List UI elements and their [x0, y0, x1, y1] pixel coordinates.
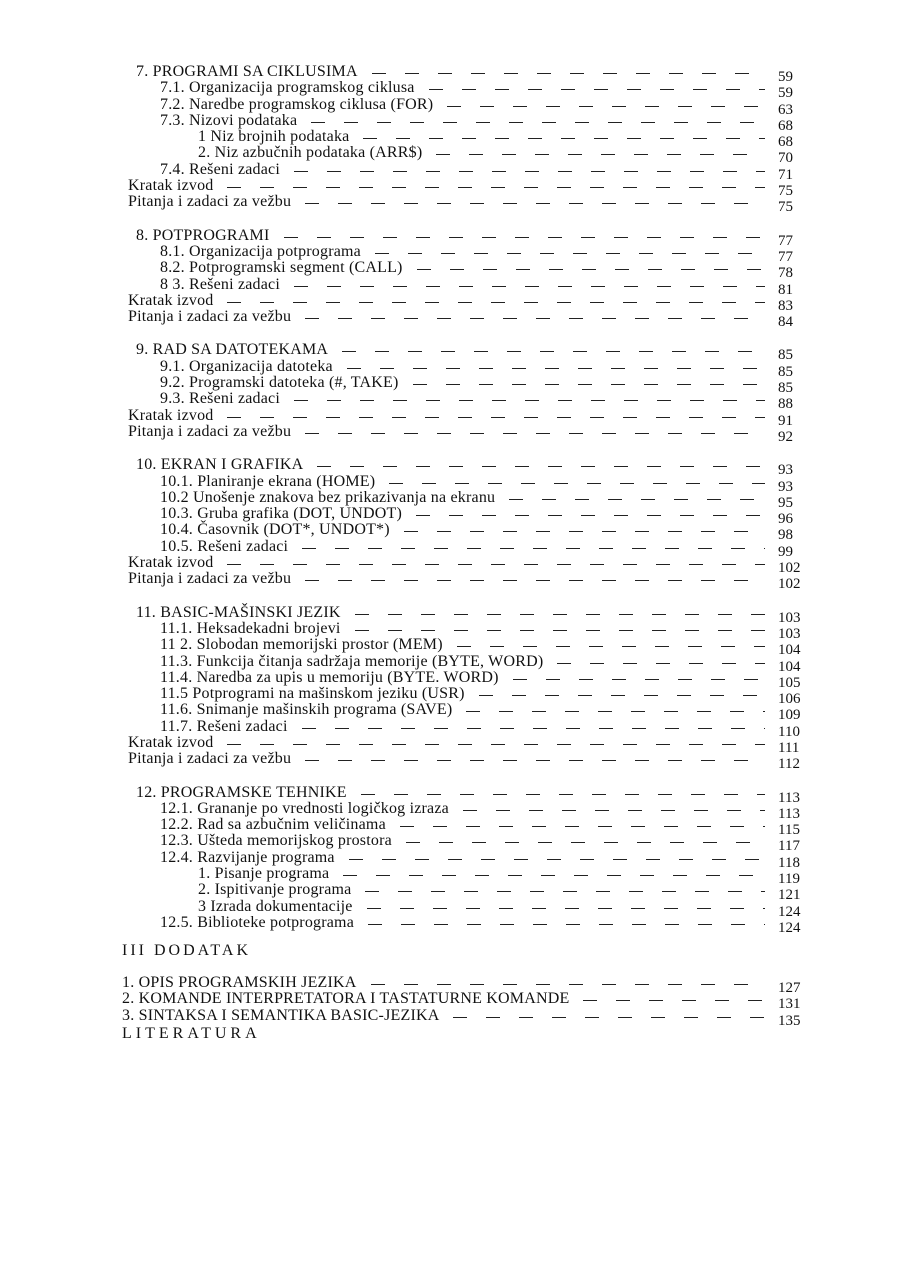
toc-entry — [0, 717, 913, 740]
toc-entry — [0, 974, 913, 996]
toc-entry — [0, 308, 913, 331]
toc-entry — [0, 897, 913, 920]
toc-entry-title: 11. BASIC-MAŠINSKI JEZIK — [136, 605, 345, 621]
toc-entry-page: 95 — [778, 494, 793, 511]
toc-entry-page: 103 — [778, 625, 801, 642]
toc-entry-page: 119 — [778, 871, 800, 888]
dash-leader — [417, 269, 765, 270]
toc-entry-title: 11.3. Funkcija čitanja sadržaja memorije (BYTE, WORD) — [160, 654, 547, 670]
toc-entry-page: 98 — [778, 527, 793, 544]
toc-entry-page: 118 — [778, 854, 800, 871]
toc-entry-title: 10.1. Planiranje ekrana (HOME) — [160, 474, 379, 490]
dash-leader — [368, 924, 765, 925]
toc-entry-title: 11.4. Naredba za upis u memoriju (BYTE. WORD) — [160, 670, 503, 686]
dash-leader — [343, 875, 765, 876]
toc-entry-title: 11.6. Snimanje mašinskih programa (SAVE) — [160, 702, 456, 718]
toc-entry-page: 110 — [778, 723, 800, 740]
dash-leader — [375, 253, 765, 254]
toc-entry-title: 8.1. Organizacija potprograma — [160, 244, 365, 260]
toc-entry-page: 124 — [778, 903, 801, 920]
toc-entry — [0, 652, 913, 675]
dash-leader — [372, 73, 765, 74]
toc-entry — [0, 63, 913, 85]
toc-entry-page: 84 — [778, 314, 793, 331]
table-of-contents — [0, 64, 913, 948]
toc-entry-page: 83 — [778, 297, 793, 314]
toc-entry-title: Kratak izvod — [128, 178, 217, 194]
toc-entry-title: 10.3. Gruba grafika (DOT, UNDOT) — [160, 506, 406, 522]
toc-entry-title: 9.3. Rešeni zadaci — [160, 391, 284, 407]
dash-leader — [294, 171, 765, 172]
dash-leader — [457, 646, 765, 647]
toc-entry — [0, 816, 913, 839]
toc-entry — [0, 291, 913, 314]
dash-leader — [227, 417, 765, 418]
toc-entry — [0, 177, 913, 200]
toc-entry-page: 70 — [778, 150, 793, 167]
toc-entry-title: 11.1. Heksadekadni brojevi — [160, 621, 345, 637]
toc-entry — [0, 374, 913, 397]
chapter-section — [0, 783, 913, 936]
dash-leader — [404, 531, 765, 532]
toc-entry-page: 124 — [778, 919, 801, 936]
toc-entry-page: 81 — [778, 281, 793, 298]
toc-entry-title: 7.1. Organizacija programskog ciklusa — [160, 80, 419, 96]
dash-leader — [406, 842, 765, 843]
toc-entry-page: 93 — [778, 462, 793, 479]
toc-entry — [0, 226, 913, 249]
toc-entry-title: Pitanja i zadaci za vežbu — [128, 571, 295, 587]
toc-entry-title: 3 Izrada dokumentacije — [198, 899, 357, 915]
dash-leader — [227, 744, 765, 745]
chapter-section — [0, 63, 913, 216]
toc-entry-page: 112 — [778, 756, 800, 773]
toc-entry-page: 102 — [778, 560, 801, 577]
toc-entry — [0, 472, 913, 495]
toc-entry — [0, 636, 913, 659]
toc-entry — [0, 733, 913, 756]
dash-leader — [416, 515, 765, 516]
chapter-section — [0, 603, 913, 773]
chapter-section — [0, 456, 913, 593]
chapter-section — [0, 341, 913, 445]
toc-entry-page: 131 — [778, 996, 801, 1013]
toc-entry-page: 68 — [778, 134, 793, 151]
toc-entry — [0, 685, 913, 708]
dash-leader — [302, 548, 765, 549]
dash-leader — [361, 794, 765, 795]
toc-entry-page: 91 — [778, 412, 793, 429]
toc-entry-page: 115 — [778, 822, 800, 839]
toc-entry-title: 1. Pisanje programa — [198, 866, 333, 882]
toc-entry-title: 7.4. Rešeni zadaci — [160, 162, 284, 178]
toc-entry — [0, 128, 913, 151]
dash-leader — [349, 859, 765, 860]
toc-entry-title: 10.2 Unošenje znakova bez prikazivanja na ekranu — [160, 490, 499, 506]
toc-entry — [0, 619, 913, 642]
toc-entry — [0, 390, 913, 413]
toc-entry-title: 10.5. Rešeni zadaci — [160, 539, 292, 555]
toc-entry-title: 7. PROGRAMI SA CIKLUSIMA — [136, 64, 362, 80]
toc-entry — [0, 913, 913, 936]
toc-entry — [0, 456, 913, 479]
toc-entry-page: 109 — [778, 707, 801, 724]
dash-leader — [466, 711, 765, 712]
toc-entry — [0, 832, 913, 855]
toc-entry-page: 113 — [778, 805, 800, 822]
dash-leader — [583, 1000, 765, 1001]
toc-entry-page: 59 — [778, 69, 793, 85]
toc-entry — [0, 570, 913, 593]
toc-entry-title: 12. PROGRAMSKE TEHNIKE — [136, 785, 351, 801]
dash-leader — [317, 466, 765, 467]
dash-leader — [355, 614, 765, 615]
toc-entry-title: 1. OPIS PROGRAMSKIH JEZIKA — [122, 975, 361, 991]
toc-entry-page: 117 — [778, 838, 800, 855]
toc-entry-page: 127 — [778, 980, 801, 996]
literature-heading: LITERATURA — [122, 1025, 261, 1042]
dash-leader — [305, 433, 765, 434]
toc-entry-title: 9.2. Programski datoteka (#, TAKE) — [160, 375, 403, 391]
toc-entry-page: 75 — [778, 183, 793, 200]
dash-leader — [389, 483, 765, 484]
toc-entry — [0, 242, 913, 265]
toc-entry — [0, 341, 913, 364]
toc-entry — [0, 193, 913, 216]
toc-entry — [0, 668, 913, 691]
toc-entry — [0, 422, 913, 445]
toc-entry-page: 85 — [778, 380, 793, 397]
toc-entry — [0, 406, 913, 429]
toc-entry-title: 12.5. Biblioteke potprograma — [160, 915, 358, 931]
toc-entry — [0, 848, 913, 871]
toc-entry-page: 75 — [778, 199, 793, 216]
dash-leader — [227, 564, 765, 565]
toc-entry-page: 106 — [778, 691, 801, 708]
toc-entry — [0, 799, 913, 822]
dash-leader — [227, 187, 765, 188]
toc-entry-title: 8.2. Potprogramski segment (CALL) — [160, 260, 407, 276]
toc-entry — [0, 537, 913, 560]
toc-entry-page: 104 — [778, 642, 801, 659]
dash-leader — [413, 384, 765, 385]
toc-entry-page: 77 — [778, 248, 793, 265]
toc-entry — [0, 521, 913, 544]
toc-entry — [0, 750, 913, 773]
toc-entry-page: 68 — [778, 117, 793, 134]
toc-entry-page: 121 — [778, 887, 801, 904]
toc-entry-page: 96 — [778, 511, 793, 528]
toc-entry-title: 11.7. Rešeni zadaci — [160, 719, 292, 735]
toc-entry — [0, 160, 913, 183]
toc-entry-title: 9.1. Organizacija datoteka — [160, 359, 337, 375]
dash-leader — [479, 695, 765, 696]
toc-entry-title: Kratak izvod — [128, 408, 217, 424]
toc-entry — [0, 603, 913, 626]
toc-entry-title: 8. POTPROGRAMI — [136, 228, 274, 244]
toc-entry-page: 63 — [778, 101, 793, 118]
toc-entry-title: 10. EKRAN I GRAFIKA — [136, 457, 307, 473]
toc-entry-page: 92 — [778, 428, 793, 445]
toc-entry-page: 111 — [778, 739, 800, 756]
dash-leader — [227, 302, 765, 303]
toc-entry-page: 105 — [778, 674, 801, 691]
toc-entry — [0, 275, 913, 298]
toc-entry-title: 11.5 Potprogrami na mašinskom jeziku (USR) — [160, 686, 469, 702]
appendix-list — [0, 974, 913, 1029]
dash-leader — [447, 106, 765, 107]
toc-entry — [0, 488, 913, 511]
toc-entry — [0, 357, 913, 380]
toc-entry — [0, 95, 913, 118]
dash-leader — [294, 286, 765, 287]
toc-entry — [0, 990, 913, 1013]
toc-entry — [0, 865, 913, 888]
toc-entry-page: 102 — [778, 576, 801, 593]
toc-entry-title: 12.4. Razvijanje programa — [160, 850, 339, 866]
toc-entry-title: 2. Niz azbučnih podataka (ARR$) — [198, 145, 426, 161]
toc-entry-title: 10.4. Časovnik (DOT*, UNDOT*) — [160, 522, 394, 538]
dash-leader — [367, 908, 765, 909]
dash-leader — [400, 826, 765, 827]
dash-leader — [305, 203, 765, 204]
toc-entry-title: 2. KOMANDE INTERPRETATORA I TASTATURNE KOMANDE — [122, 991, 573, 1007]
dash-leader — [294, 400, 765, 401]
toc-entry-title: 7.2. Naredbe programskog ciklusa (FOR) — [160, 97, 437, 113]
dash-leader — [311, 122, 765, 123]
dash-leader — [509, 499, 765, 500]
dash-leader — [371, 984, 765, 985]
toc-entry-page: 113 — [778, 789, 800, 806]
dash-leader — [347, 368, 765, 369]
toc-entry-title: 2. Ispitivanje programa — [198, 882, 355, 898]
toc-entry-page: 103 — [778, 609, 801, 626]
toc-entry-page: 104 — [778, 658, 801, 675]
toc-entry-page: 71 — [778, 166, 793, 183]
dash-leader — [436, 154, 765, 155]
toc-entry — [0, 783, 913, 806]
chapter-section — [0, 226, 913, 331]
dash-leader — [365, 891, 765, 892]
toc-entry — [0, 79, 913, 102]
dash-leader — [284, 237, 765, 238]
toc-entry — [0, 1006, 913, 1029]
toc-entry-title: 8 3. Rešeni zadaci — [160, 277, 284, 293]
toc-entry-title: Pitanja i zadaci za vežbu — [128, 751, 295, 767]
toc-entry-title: 9. RAD SA DATOTEKAMA — [136, 342, 332, 358]
toc-entry-title: Kratak izvod — [128, 293, 217, 309]
dash-leader — [429, 89, 765, 90]
toc-entry-title: 11 2. Slobodan memorijski prostor (MEM) — [160, 637, 447, 653]
toc-entry-title: Pitanja i zadaci za vežbu — [128, 194, 295, 210]
toc-entry-title: 12.2. Rad sa azbučnim veličinama — [160, 817, 390, 833]
toc-entry-page: 135 — [778, 1012, 801, 1029]
toc-entry-page: 78 — [778, 265, 793, 282]
dash-leader — [453, 1017, 765, 1018]
toc-entry-title: Pitanja i zadaci za vežbu — [128, 309, 295, 325]
toc-entry-page: 59 — [778, 85, 793, 102]
toc-entry-page: 85 — [778, 347, 793, 364]
toc-entry — [0, 554, 913, 577]
toc-entry-title: 12.1. Grananje po vrednosti logičkog izraza — [160, 801, 453, 817]
dash-leader — [557, 663, 765, 664]
toc-entry-title: 7.3. Nizovi podataka — [160, 113, 301, 129]
toc-entry-page: 85 — [778, 363, 793, 380]
toc-entry-page: 99 — [778, 543, 793, 560]
toc-entry — [0, 259, 913, 282]
toc-entry-title: Kratak izvod — [128, 555, 217, 571]
toc-entry-page: 88 — [778, 396, 793, 413]
toc-entry-title: Pitanja i zadaci za vežbu — [128, 424, 295, 440]
dash-leader — [363, 138, 765, 139]
dash-leader — [302, 728, 765, 729]
dash-leader — [463, 810, 765, 811]
toc-entry-title: 1 Niz brojnih podataka — [198, 129, 353, 145]
dash-leader — [305, 318, 765, 319]
part-heading: III DODATAK — [122, 942, 252, 959]
toc-entry-page: 77 — [778, 232, 793, 249]
toc-entry — [0, 144, 913, 167]
toc-entry-page: 93 — [778, 478, 793, 495]
dash-leader — [355, 630, 765, 631]
toc-entry-title: 12.3. Ušteda memorijskog prostora — [160, 833, 396, 849]
dash-leader — [305, 580, 765, 581]
toc-entry — [0, 505, 913, 528]
toc-entry — [0, 881, 913, 904]
toc-entry-title: Kratak izvod — [128, 735, 217, 751]
dash-leader — [305, 760, 765, 761]
toc-entry-title: 3. SINTAKSA I SEMANTIKA BASIC-JEZIKA — [122, 1008, 443, 1024]
dash-leader — [513, 679, 765, 680]
toc-entry — [0, 701, 913, 724]
toc-entry — [0, 111, 913, 134]
dash-leader — [342, 351, 765, 352]
